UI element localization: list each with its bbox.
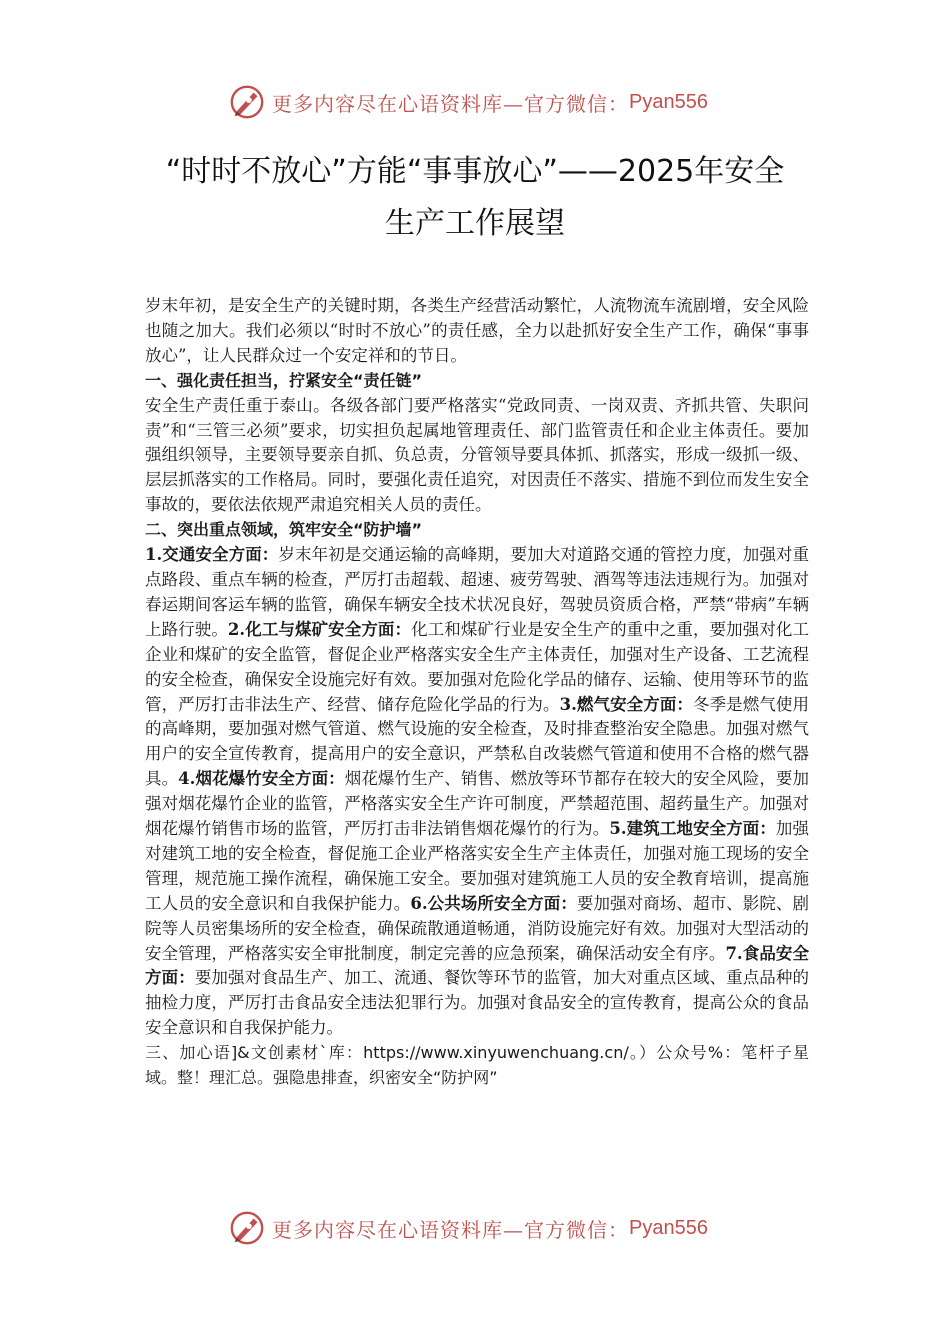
item-1-text: 岁末年初是交通运输的高峰期，要加大对道路交通的管控力度，加强对重点路段、重点车辆的检查，严厉打击超载、超速、疲劳驾驶、酒驾等违法违规行为。加强对春运期间客运车辆的监管，确保车辆安全技术状况良好，驾驶员资质合格，严禁“带病”车辆上路行驶。 <box>145 545 810 639</box>
item-7-text: 要加强对食品生产、加工、流通、餐饮等环节的监管，加大对重点区域、重点品种的抽检力度，严厉打击食品安全违法犯罪行为。加强对食品安全的宣传教育，提高公众的食品安全意识和自我保护能力。 <box>145 968 810 1038</box>
item-6-label: 6.公共场所安全方面： <box>410 893 577 913</box>
banner-wechat-id: Pyan556 <box>629 1216 708 1239</box>
item-2-text: 化工和煤矿行业是安全生产的重中之重，要加强对化工企业和煤矿的安全监管，督促企业严格落实安全生产主体责任，加强对生产设备、工艺流程的安全检查，确保安全设施完好有效。要加强对危险化学品的储存、运输、使用等环节的监管，严厉打击非法生产、经营、储存危险化学品的行为。 <box>145 619 810 714</box>
section-1-paragraph: 安全生产责任重于泰山。各级各部门要严格落实“党政同责、一岗双责、齐抓共管、失职问责”和“三管三必须”要求，切实担负起属地管理责任、部门监管责任和企业主体责任。要加强组织领导，主要领导要亲自抓、负总责，分管领导要具体抓、抓落实，形成一级抓一级、层层抓落实的工作格局。同时，要强化责任追究，对因责任不落实、措施不到位而发生安全事故的，要依法依规严肃追究相关人员的责任。 <box>145 395 809 515</box>
section-1-heading: 一、强化责任担当，拧紧安全“责任链” <box>145 370 423 390</box>
header-banner <box>228 82 728 122</box>
intro-paragraph: 岁末年初，是安全生产的关键时期，各类生产经营活动繁忙，人流物流车流剧增，安全风险也随之加大。我们必须以“时时不放心”的责任感，全力以赴抓好安全生产工作，确保“事事放心”，让人民群众过一个安定祥和的节日。 <box>145 296 809 365</box>
section-2-paragraph <box>145 543 809 1041</box>
banner-wechat-id: Pyan556 <box>629 90 708 113</box>
item-2-label: 2.化工与煤矿安全方面： <box>227 619 412 639</box>
item-1-label: 1.交通安全方面： <box>145 545 279 565</box>
pen-logo-icon <box>228 1209 266 1247</box>
banner-text: 更多内容尽在心语资料库—官方微信： <box>272 1217 629 1242</box>
item-4-text: 烟花爆竹生产、销售、燃放等环节都存在较大的安全风险，要加强对烟花爆竹企业的监管，严格落实安全生产许可制度，严禁超范围、超药量生产。加强对烟花爆竹销售市场的监管，严厉打击非法销售烟花爆竹的行为。 <box>145 769 809 839</box>
item-4-label: 4.烟花爆竹安全方面： <box>178 769 345 789</box>
item-3-text: 冬季是燃气使用的高峰期，要加强对燃气管道、燃气设施的安全检查，及时排查整治安全隐患。加强对燃气用户的安全宣传教育，提高用户的安全意识，严禁私自改装燃气管道和使用不合格的燃气器具。 <box>145 694 810 789</box>
article-body <box>145 294 809 1091</box>
item-6-text: 要加强对商场、超市、影院、剧院等人员密集场所的安全检查，确保疏散通道畅通，消防设施完好有效。加强对大型活动的安全管理，严格落实安全审批制度，制定完善的应急预案，确保活动安全有序。 <box>145 893 809 963</box>
item-5-label: 5.建筑工地安全方面： <box>609 819 776 839</box>
page-title <box>120 146 830 250</box>
footer-banner <box>228 1208 728 1248</box>
banner-text: 更多内容尽在心语资料库—官方微信： <box>272 91 629 116</box>
title-line-1: “时时不放心”方能“事事放心”——2025年安全 <box>165 154 785 189</box>
item-3-label: 3.燃气安全方面： <box>559 694 693 714</box>
item-7-label: 7.食品安全方面： <box>145 943 809 988</box>
item-5-text: 加强对建筑工地的安全检查，督促施工企业严格落实安全生产主体责任，加强对施工现场的安全管理，规范施工操作流程，确保施工安全。要加强对建筑施工人员的安全教育培训，提高施工人员的安全意识和自我保护能力。 <box>145 819 810 913</box>
pen-logo-icon <box>228 83 266 121</box>
section-2-heading: 二、突出重点领域，筑牢安全“防护墙” <box>145 520 423 540</box>
section-3-heading: 三、加心语]&文创素材`库：https://www.xinyuwenchuang.cn/。）公众号%：笔杆子星域。整！理汇总。强隐患排查，织密安全“防护网” <box>145 1043 809 1088</box>
title-line-2: 生产工作展望 <box>385 206 565 241</box>
